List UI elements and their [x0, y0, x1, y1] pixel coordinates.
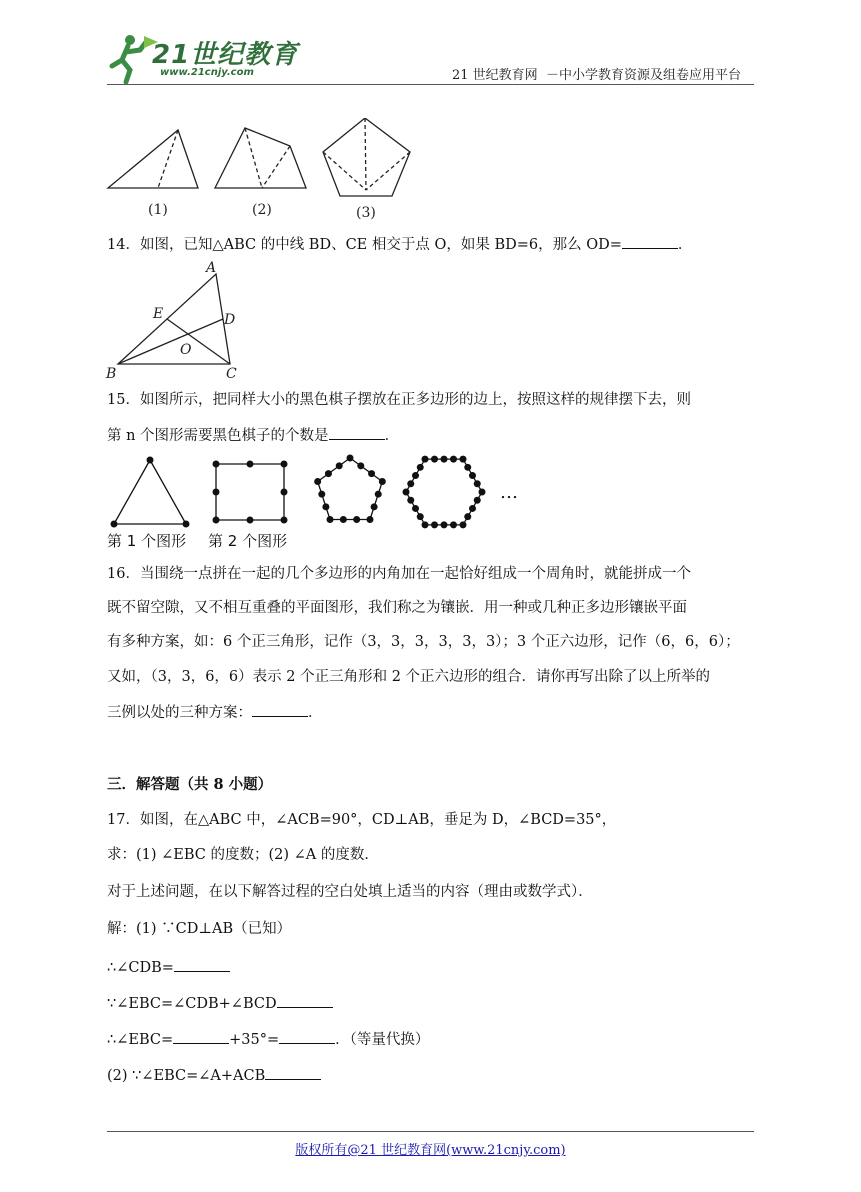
bead — [111, 521, 118, 528]
bead — [469, 472, 476, 479]
bead — [247, 461, 254, 468]
bead — [422, 456, 429, 463]
question-17-line-2: 求：(1) ∠EBC 的度数；(2) ∠A 的度数． — [107, 847, 379, 863]
bead — [460, 456, 467, 463]
square-beads — [213, 461, 288, 524]
bead — [412, 472, 419, 479]
bead — [431, 521, 438, 528]
runner-logo-icon — [100, 32, 160, 84]
figure-1-triangle — [108, 130, 198, 188]
pentagon-beads — [314, 455, 386, 524]
q15-answer-blank — [329, 425, 385, 440]
bead — [318, 491, 325, 498]
bead — [431, 456, 438, 463]
bead — [281, 461, 288, 468]
question-16-line-1: 16．当围绕一点拼在一起的几个多边形的内角加在一起恰好组成一个周角时，就能拼成一个 — [107, 566, 691, 582]
site-title: 21 世纪教育网 －中小学教育资源及组卷应用平台 — [452, 68, 741, 83]
bead — [479, 489, 486, 496]
point-o-label: O — [180, 342, 192, 358]
question-17-line-3: 对于上述问题，在以下解答过程的空白处填上适当的内容（理由或数学式）． — [107, 884, 593, 900]
bead — [450, 521, 457, 528]
bead — [474, 480, 481, 487]
q14-answer-blank — [622, 234, 678, 249]
bead — [183, 521, 190, 528]
point-a-label: A — [206, 260, 217, 276]
bead — [375, 491, 382, 498]
bead — [281, 517, 288, 524]
ebc-value-blank-2 — [279, 1029, 335, 1044]
bead — [247, 517, 254, 524]
section-3-title: 三．解答题（共 8 小题） — [107, 776, 273, 793]
bead — [469, 505, 476, 512]
hexagon-beads — [403, 456, 486, 529]
question-14: 14．如图，已知△ABC 的中线 BD、CE 相交于点 O，如果 BD=6，那么 OD= ． — [107, 234, 692, 254]
bead — [407, 480, 414, 487]
footer-copyright-link[interactable]: 版权所有@21 世纪教育网(www.21cnjy.com) — [295, 1143, 566, 1158]
ellipsis: … — [500, 482, 518, 503]
point-e-label: E — [153, 306, 164, 322]
bead — [147, 457, 154, 464]
bead — [213, 461, 220, 468]
a-reason-blank — [265, 1065, 321, 1080]
question-17-line-5: ∴∠CDB= — [107, 957, 230, 977]
bead — [327, 516, 334, 523]
bead — [417, 464, 424, 471]
figure-2-label: (2) — [252, 202, 272, 218]
bead — [464, 464, 471, 471]
cdb-answer-blank — [174, 957, 230, 972]
bead — [366, 516, 373, 523]
footer-divider — [107, 1131, 754, 1132]
point-d-label: D — [224, 312, 236, 328]
triangle-beads — [111, 457, 190, 528]
question-16-line-3: 有多种方案，如：6 个正三角形，记作（3，3，3，3，3，3）；3 个正六边形，记作（6，6，6）； — [107, 634, 740, 650]
bead — [322, 503, 329, 510]
bead — [371, 503, 378, 510]
bead — [347, 455, 354, 462]
bead — [340, 516, 347, 523]
ebc-value-blank-1 — [173, 1029, 229, 1044]
bead — [281, 489, 288, 496]
bead — [379, 478, 386, 485]
figure-caption-2: 第 2 个图形 — [208, 532, 288, 550]
logo-text: 21世纪教育 — [152, 40, 299, 70]
bead — [450, 456, 457, 463]
bead — [357, 462, 364, 469]
bead-polygons — [104, 454, 534, 530]
question-17-line-6: ∵∠EBC=∠CDB+∠BCD — [107, 993, 333, 1013]
bead — [460, 521, 467, 528]
bead — [417, 513, 424, 520]
bead — [336, 462, 343, 469]
tiling-figures — [100, 118, 430, 222]
bead — [441, 521, 448, 528]
question-17-line-7: ∴∠EBC= +35°= ．（等量代换） — [107, 1029, 429, 1049]
question-17-line-4: 解：(1) ∵CD⊥AB（已知） — [107, 921, 292, 937]
bead — [422, 521, 429, 528]
figure-caption-1: 第 1 个图形 — [107, 532, 187, 550]
bead — [441, 456, 448, 463]
q14-triangle-diagram — [100, 258, 250, 382]
bead — [368, 470, 375, 477]
bead — [412, 505, 419, 512]
figure-3-label: (3) — [356, 205, 376, 221]
bead — [325, 470, 332, 477]
q16-answer-blank — [252, 702, 308, 717]
bead — [464, 513, 471, 520]
point-b-label: B — [106, 366, 117, 382]
bead — [213, 517, 220, 524]
question-17-line-1: 17．如图，在△ABC 中，∠ACB=90°，CD⊥AB，垂足为 D，∠BCD=35°， — [107, 812, 617, 828]
question-16-line-4: 又如，（3，3，6，6）表示 2 个正三角形和 2 个正六边形的组合．请你再写出除了以上所举的 — [107, 669, 711, 685]
question-16-line-2: 既不留空隙，又不相互重叠的平面图形，我们称之为镶嵌．用一种或几种正多边形镶嵌平面 — [107, 600, 687, 616]
bead — [474, 497, 481, 504]
logo-url: www.21cnjy.com — [160, 67, 254, 78]
bead — [314, 478, 321, 485]
ebc-reason-blank — [277, 993, 333, 1008]
bead — [407, 497, 414, 504]
question-17-line-8: (2) ∵∠EBC=∠A+ACB — [107, 1065, 321, 1085]
question-15-line-1: 15．如图所示，把同样大小的黑色棋子摆放在正多边形的边上，按照这样的规律摆下去，则 — [107, 392, 691, 408]
bead — [213, 489, 220, 496]
figure-2-quadrilateral — [215, 128, 306, 188]
question-15-line-2: 第 n 个图形需要黑色棋子的个数是 ． — [107, 425, 399, 445]
bead — [403, 489, 410, 496]
point-c-label: C — [226, 366, 237, 382]
figure-1-label: (1) — [148, 202, 168, 218]
question-16-line-5: 三例以处的三种方案： ． — [107, 702, 323, 722]
bead — [353, 516, 360, 523]
header-divider — [107, 84, 754, 85]
